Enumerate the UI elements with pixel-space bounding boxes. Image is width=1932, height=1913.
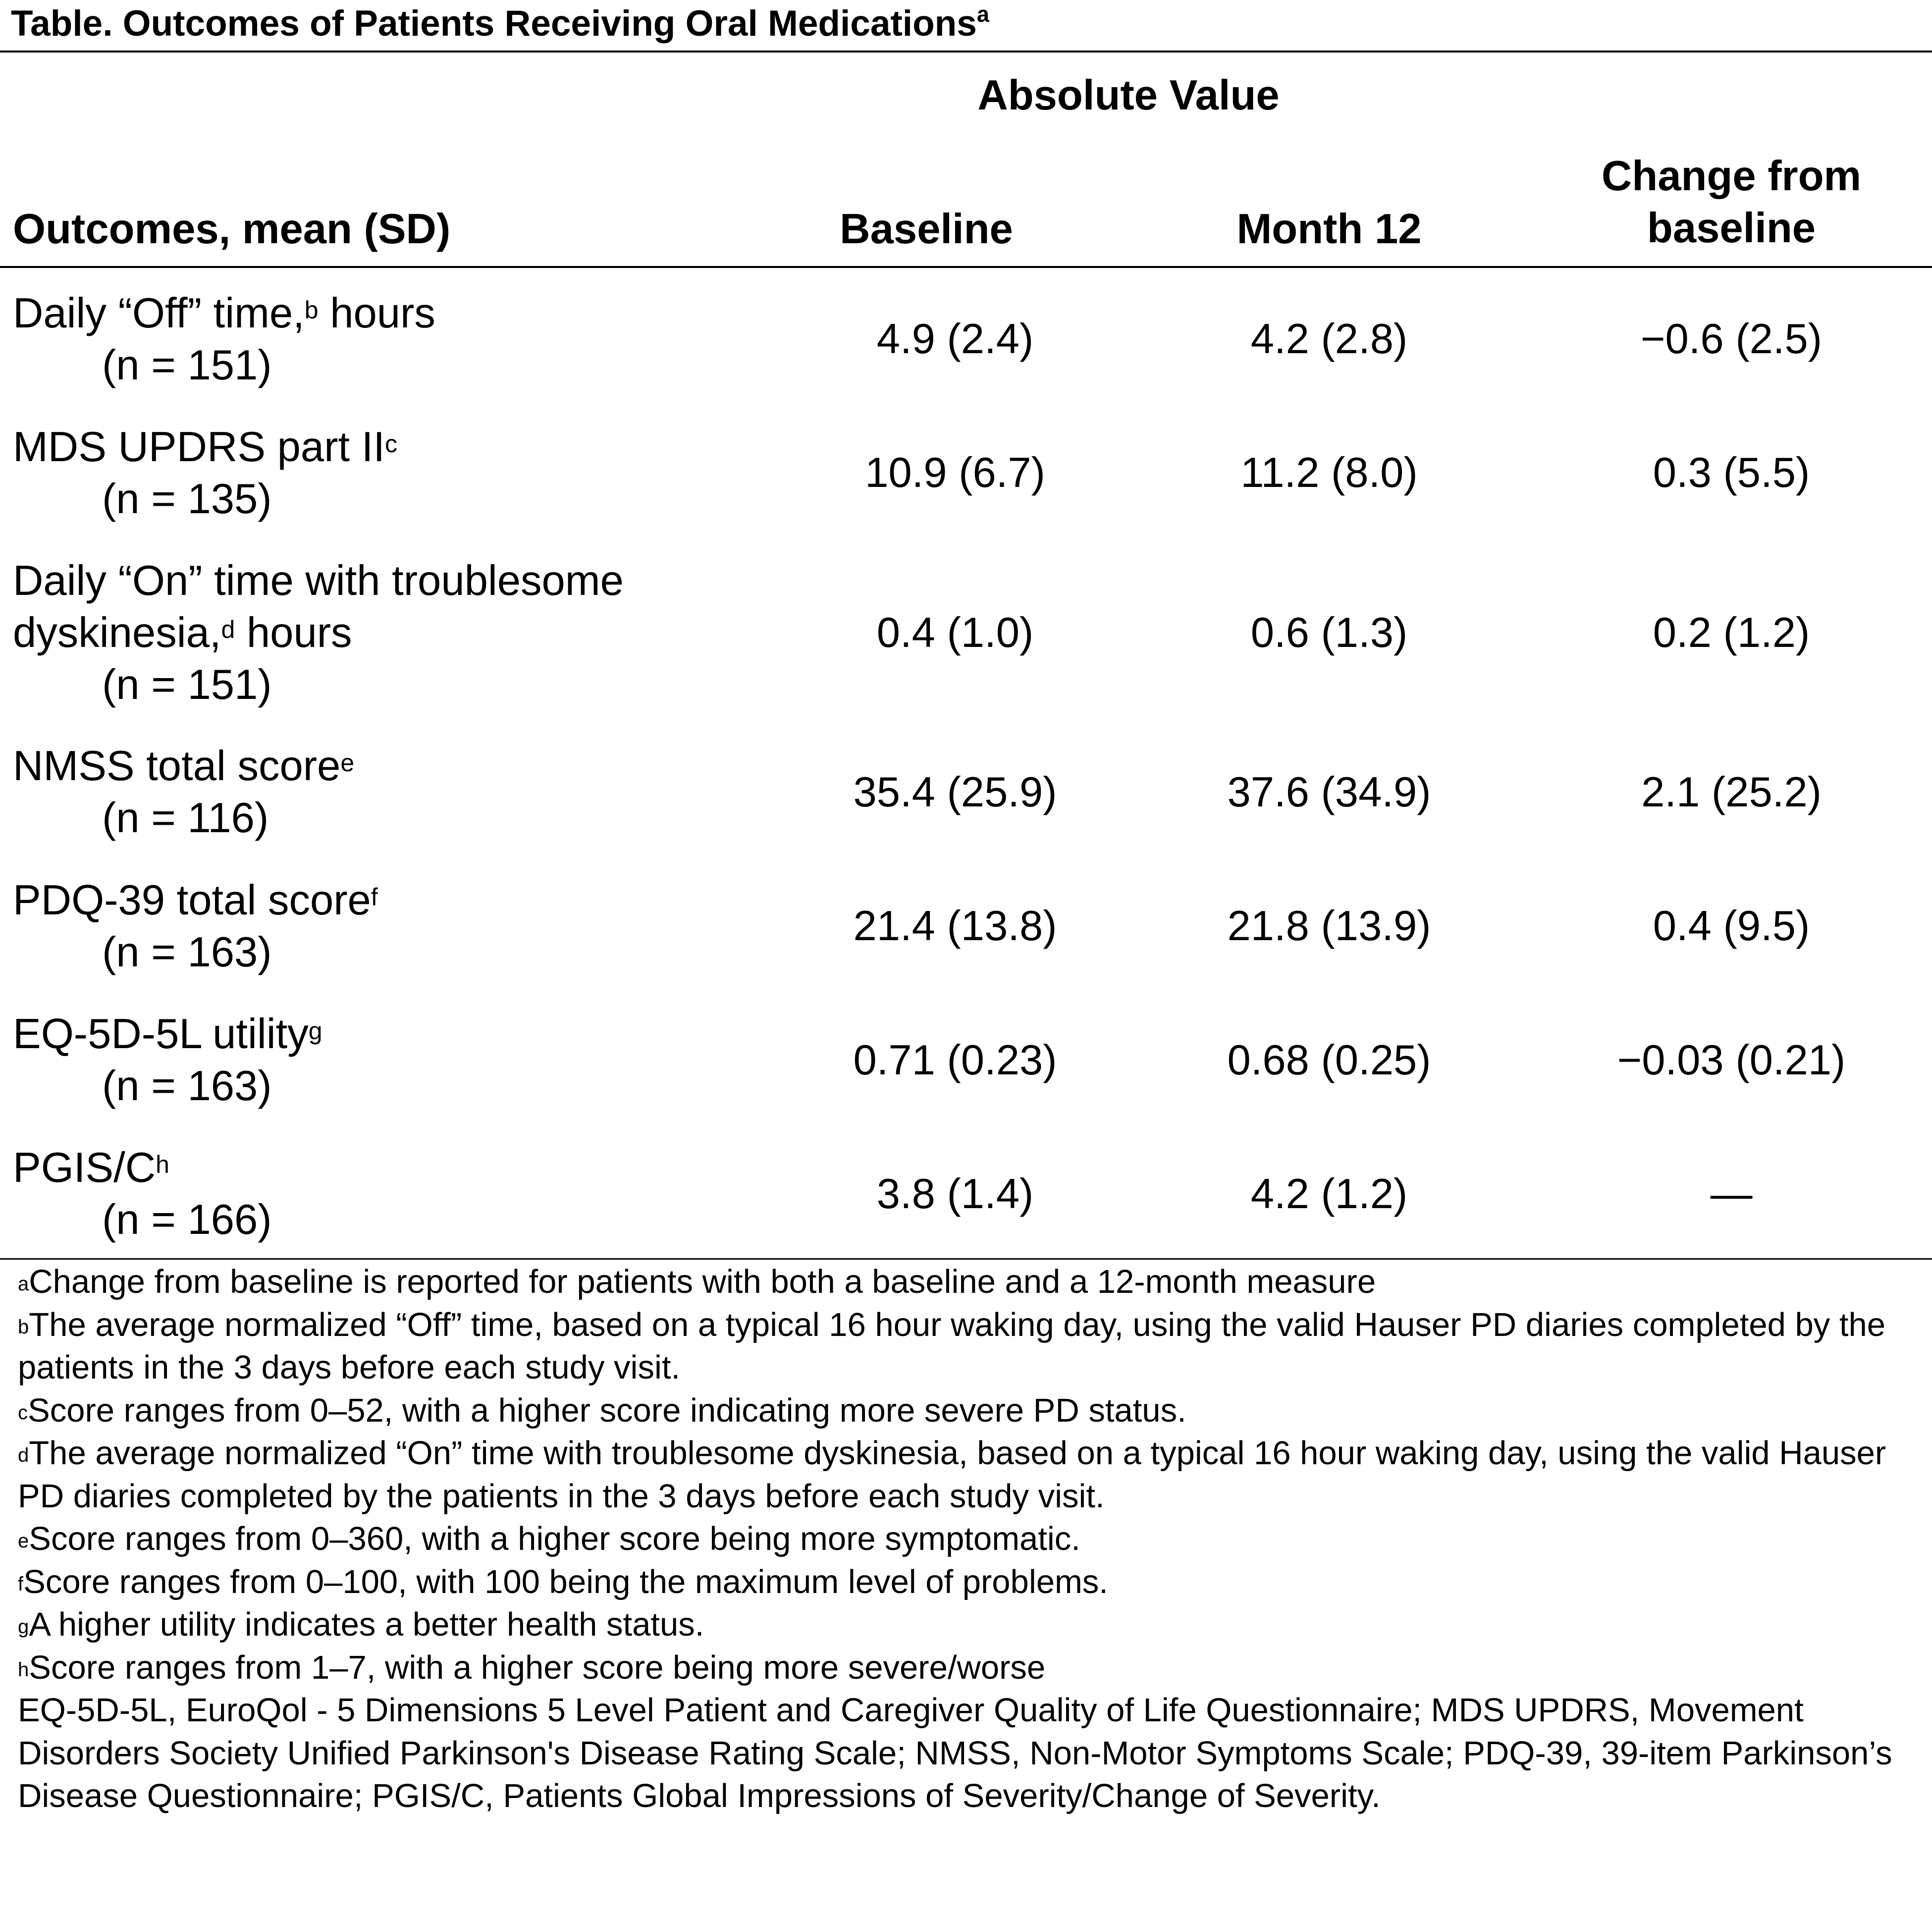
col-header-change-line1: Change from: [1601, 153, 1862, 200]
footnote-marker: g: [308, 1017, 322, 1045]
row-label-off-time: Daily “Off” time,$^b$ hours (n = 151): [13, 287, 435, 391]
header-rule: [0, 266, 1932, 268]
row-n: (n = 166): [102, 1196, 272, 1243]
footnote-marker: b: [304, 296, 319, 324]
footnote-marker: d: [221, 616, 235, 643]
row-label-mds-updrs: MDS UPDRS part $II^c$ (n = 135): [13, 421, 397, 525]
group-header-absolute-value: Absolute Value: [977, 72, 1280, 119]
col-header-change-line2: baseline: [1647, 205, 1816, 252]
footnote-g: $^g$A higher utility indicates a better health status.: [18, 1606, 704, 1643]
cell-month12: 0.6 (1.3): [1250, 609, 1408, 656]
cell-change: 0.2 (1.2): [1653, 609, 1810, 656]
row-n: (n = 151): [102, 342, 272, 389]
cell-baseline: 10.9 (6.7): [865, 449, 1045, 496]
table-title: Table. Outcomes of Patients Receiving Oral Medications$^a$: [11, 1, 989, 44]
row-label-pdq39: PDQ-39 total score$^f$ (n = 163): [13, 874, 378, 978]
footnote-f: $^f$Score ranges from 0–100, with 100 being the maximum level of problems.: [18, 1563, 1108, 1600]
footnote-h: $^h$Score ranges from 1–7, with a higher score being more severe/worse: [18, 1648, 1046, 1686]
footnotes: [18, 1261, 1920, 1818]
footnote-marker: e: [340, 749, 355, 777]
row-n: (n = 116): [102, 795, 269, 842]
col-header-baseline: Baseline: [840, 206, 1013, 253]
cell-baseline: 3.8 (1.4): [876, 1170, 1034, 1218]
cell-month12: 21.8 (13.9): [1227, 903, 1431, 950]
footnote-marker: h: [156, 1151, 169, 1178]
footnote-d: $^d$The average normalized “On” time with troublesome dyskinesia, based on a typical 16 hour waking day, using the valid Hauser PD diaries completed by the patients in the 3 days before each study visit.: [18, 1435, 1886, 1515]
footnote-marker: c: [384, 430, 397, 458]
cell-month12: 4.2 (1.2): [1250, 1170, 1408, 1218]
cell-baseline: 0.71 (0.23): [853, 1037, 1057, 1084]
row-label-on-time-dyskinesia: Daily “On” time with troublesome dyskinesia,$^d$ hours (n = 151): [13, 555, 624, 711]
cell-change: 0.4 (9.5): [1653, 903, 1810, 950]
cell-month12: 11.2 (8.0): [1240, 449, 1418, 496]
row-n: (n = 163): [102, 929, 272, 976]
cell-month12: 0.68 (0.25): [1227, 1037, 1431, 1084]
cell-change: −0.6 (2.5): [1640, 316, 1823, 363]
cell-change: 0.3 (5.5): [1653, 449, 1810, 496]
cell-baseline: 0.4 (1.0): [876, 609, 1034, 656]
cell-change: −0.03 (0.21): [1617, 1037, 1846, 1084]
footnote-marker: f: [371, 883, 378, 911]
col-header-change: [1602, 150, 1861, 254]
row-label-pgisc: PGIS/$C^h$ (n = 166): [13, 1142, 272, 1246]
row-label-nmss: NMSS total score$^e$ (n = 116): [13, 740, 354, 844]
top-rule: [0, 51, 1932, 53]
title-footnote-marker: a: [976, 1, 989, 27]
abbreviations: EQ-5D-5L, EuroQol - 5 Dimensions 5 Level Patient and Caregiver Quality of Life Questionnaire; MDS UPDRS, Movement Disorders Society Unified Parkinson's Disease Rating Scale; NMSS, Non-Motor Symptoms Scale; PDQ-39, 39-item Parkinson’s Disease Questionnaire; PGIS/C, Patients Global Impressions of Severity/Change of Severity.: [18, 1692, 1892, 1814]
footnote-a: $^a$Change from baseline is reported for patients with both a baseline and a 12-month measure: [18, 1263, 1376, 1300]
row-n: (n = 151): [102, 661, 272, 708]
cell-baseline: 35.4 (25.9): [853, 769, 1057, 816]
footnote-e: $^e$Score ranges from 0–360, with a higher score being more symptomatic.: [18, 1520, 1080, 1557]
footnote-b: $^b$The average normalized “Off” time, based on a typical 16 hour waking day, using the valid Hauser PD diaries completed by the patients in the 3 days before each study visit.: [18, 1306, 1886, 1386]
row-n: (n = 135): [102, 476, 272, 523]
cell-baseline: 21.4 (13.8): [853, 903, 1057, 950]
cell-month12: 4.2 (2.8): [1250, 316, 1408, 363]
cell-change: —: [1710, 1170, 1753, 1218]
col-header-month12: Month 12: [1236, 206, 1422, 253]
bottom-rule: [0, 1258, 1932, 1260]
cell-baseline: 4.9 (2.4): [876, 316, 1034, 363]
row-label-eq5d5l: EQ-5D-5L utility$^g$ (n = 163): [13, 1008, 322, 1112]
footnote-c: $^c$Score ranges from 0–52, with a higher score indicating more severe PD status.: [18, 1391, 1186, 1429]
cell-month12: 37.6 (34.9): [1227, 769, 1431, 816]
row-n: (n = 163): [102, 1063, 272, 1110]
cell-change: 2.1 (25.2): [1641, 769, 1822, 816]
col-header-outcomes: Outcomes, mean (SD): [13, 206, 451, 253]
